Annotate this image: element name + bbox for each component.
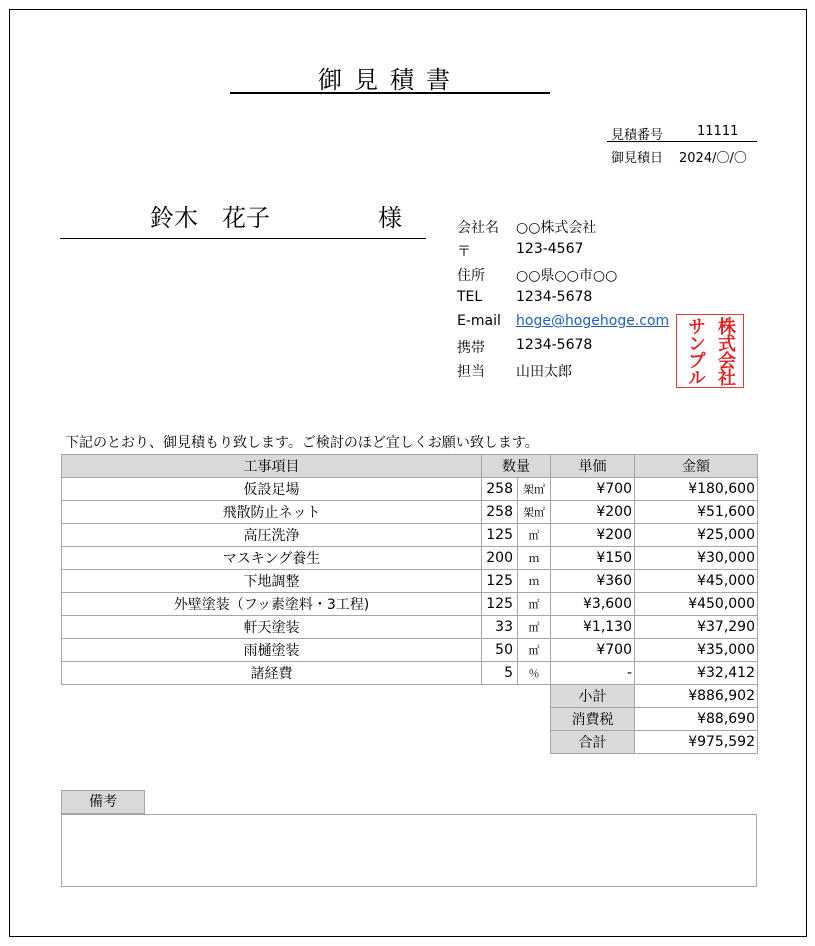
remarks-box[interactable] bbox=[61, 814, 757, 887]
table-row bbox=[62, 501, 758, 524]
item-qty: 5 bbox=[482, 662, 518, 685]
estimate-date-row bbox=[607, 143, 757, 165]
table-header-row bbox=[62, 455, 758, 478]
item-unit: ｍ bbox=[518, 570, 551, 593]
item-amount: ¥25,000 bbox=[635, 524, 758, 547]
item-name: 下地調整 bbox=[62, 570, 482, 593]
customer-block bbox=[60, 196, 426, 239]
item-price: ¥700 bbox=[551, 478, 635, 501]
table-row bbox=[62, 570, 758, 593]
item-price: ¥150 bbox=[551, 547, 635, 570]
tax-label: 消費税 bbox=[551, 708, 635, 731]
item-unit: 架㎡ bbox=[518, 478, 551, 501]
subtotal-row bbox=[62, 685, 758, 708]
item-qty: 50 bbox=[482, 639, 518, 662]
mobile-label: 携帯 bbox=[457, 340, 485, 356]
contact-label: 担当 bbox=[457, 364, 485, 380]
company-name-value: ○○株式会社 bbox=[516, 220, 597, 236]
item-qty: 258 bbox=[482, 478, 518, 501]
tax-row bbox=[62, 708, 758, 731]
item-unit: 架㎡ bbox=[518, 501, 551, 524]
customer-name: 鈴木 花子 bbox=[150, 204, 270, 232]
postal-mark: 〒 bbox=[457, 244, 471, 260]
item-name: 仮設足場 bbox=[62, 478, 482, 501]
subtotal-amount: ¥886,902 bbox=[635, 685, 758, 708]
item-price: - bbox=[551, 662, 635, 685]
table-row bbox=[62, 593, 758, 616]
subtotal-label: 小計 bbox=[551, 685, 635, 708]
item-qty: 258 bbox=[482, 501, 518, 524]
item-amount: ¥37,290 bbox=[635, 616, 758, 639]
item-qty: 33 bbox=[482, 616, 518, 639]
item-price: ¥700 bbox=[551, 639, 635, 662]
totals-spacer bbox=[62, 685, 551, 708]
item-amount: ¥51,600 bbox=[635, 501, 758, 524]
totals-spacer bbox=[62, 708, 551, 731]
item-amount: ¥32,412 bbox=[635, 662, 758, 685]
item-unit: ％ bbox=[518, 662, 551, 685]
seal-line-1: 株式会社 bbox=[715, 317, 736, 385]
tel-label: TEL bbox=[457, 289, 483, 305]
item-unit: ㎡ bbox=[518, 593, 551, 616]
item-qty: 125 bbox=[482, 593, 518, 616]
estimate-table bbox=[61, 454, 758, 754]
table-row bbox=[62, 524, 758, 547]
item-amount: ¥35,000 bbox=[635, 639, 758, 662]
table-row bbox=[62, 616, 758, 639]
item-name: 高圧洗浄 bbox=[62, 524, 482, 547]
postal-code: 123-4567 bbox=[516, 241, 584, 257]
item-name: 軒天塗装 bbox=[62, 616, 482, 639]
estimate-number-row bbox=[607, 120, 757, 142]
customer-honorific: 様 bbox=[378, 204, 402, 232]
item-price: ¥3,600 bbox=[551, 593, 635, 616]
address-value: ○○県○○市○○ bbox=[516, 268, 618, 284]
header-qty: 数量 bbox=[482, 455, 551, 478]
mobile-value: 1234-5678 bbox=[516, 337, 593, 353]
header-item: 工事項目 bbox=[62, 455, 482, 478]
item-qty: 125 bbox=[482, 524, 518, 547]
item-name: 外壁塗装（フッ素塗料・3工程) bbox=[62, 593, 482, 616]
item-qty: 200 bbox=[482, 547, 518, 570]
estimate-date-value: 2024/〇/〇 bbox=[679, 151, 747, 166]
header-price: 単価 bbox=[551, 455, 635, 478]
company-seal-stamp bbox=[676, 314, 744, 388]
email-label: E-mail bbox=[457, 313, 501, 329]
item-amount: ¥45,000 bbox=[635, 570, 758, 593]
document-title: 御見積書 bbox=[230, 60, 550, 94]
seal-line-2: サンプル bbox=[685, 317, 706, 385]
table-row bbox=[62, 547, 758, 570]
total-amount: ¥975,592 bbox=[635, 731, 758, 754]
totals-spacer bbox=[62, 731, 551, 754]
header-amount: 金額 bbox=[635, 455, 758, 478]
table-row bbox=[62, 639, 758, 662]
tax-amount: ¥88,690 bbox=[635, 708, 758, 731]
item-amount: ¥450,000 bbox=[635, 593, 758, 616]
item-price: ¥1,130 bbox=[551, 616, 635, 639]
item-unit: ㎡ bbox=[518, 616, 551, 639]
total-row bbox=[62, 731, 758, 754]
remarks-label: 備考 bbox=[61, 790, 145, 814]
item-price: ¥200 bbox=[551, 501, 635, 524]
company-name-label: 会社名 bbox=[457, 220, 499, 236]
item-amount: ¥180,600 bbox=[635, 478, 758, 501]
estimate-number-label: 見積番号 bbox=[611, 128, 664, 143]
table-row bbox=[62, 662, 758, 685]
item-name: 諸経費 bbox=[62, 662, 482, 685]
item-name: 雨樋塗装 bbox=[62, 639, 482, 662]
total-label: 合計 bbox=[551, 731, 635, 754]
email-link[interactable]: hoge@hogehoge.com bbox=[516, 313, 670, 329]
estimate-number-value: 11111 bbox=[697, 124, 739, 139]
table-row bbox=[62, 478, 758, 501]
tel-value: 1234-5678 bbox=[516, 289, 593, 305]
address-label: 住所 bbox=[457, 268, 485, 284]
item-price: ¥200 bbox=[551, 524, 635, 547]
item-unit: ㎡ bbox=[518, 639, 551, 662]
contact-value: 山田太郎 bbox=[516, 364, 572, 380]
item-price: ¥360 bbox=[551, 570, 635, 593]
item-qty: 125 bbox=[482, 570, 518, 593]
item-name: 飛散防止ネット bbox=[62, 501, 482, 524]
item-amount: ¥30,000 bbox=[635, 547, 758, 570]
item-name: マスキング養生 bbox=[62, 547, 482, 570]
item-unit: ｍ bbox=[518, 547, 551, 570]
item-unit: ㎡ bbox=[518, 524, 551, 547]
intro-text: 下記のとおり、御見積もり致します。ご検討のほど宜しくお願い致します。 bbox=[65, 435, 539, 451]
estimate-date-label: 御見積日 bbox=[611, 151, 664, 166]
